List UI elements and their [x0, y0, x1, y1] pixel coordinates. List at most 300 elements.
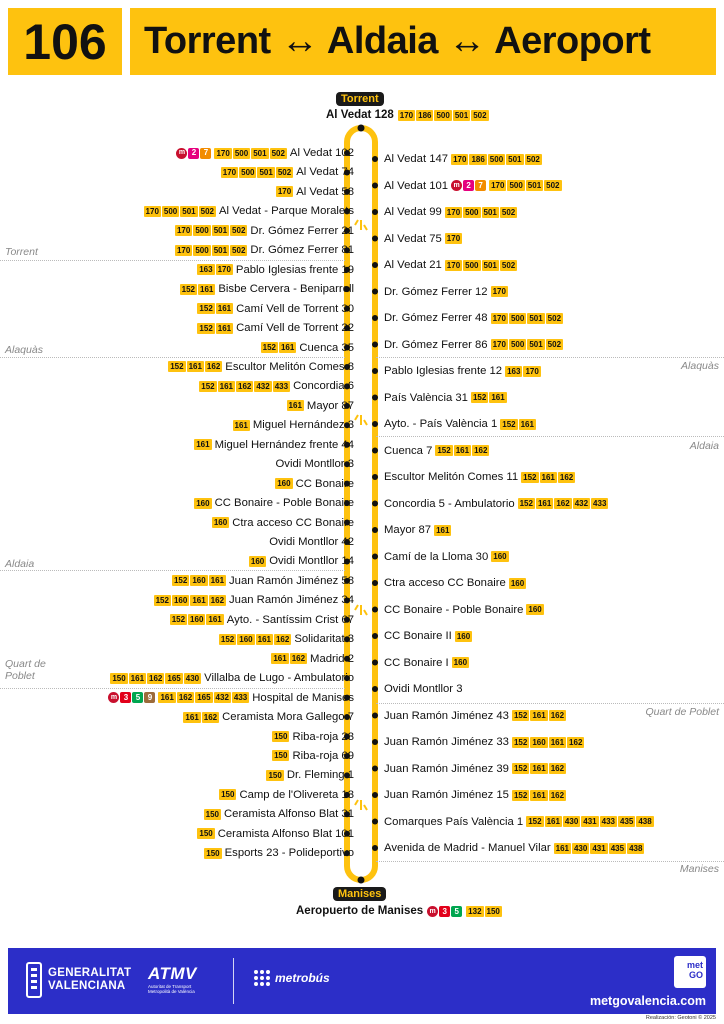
stop-right[interactable]: [384, 735, 584, 749]
stop-dot: [372, 580, 378, 586]
stop-left[interactable]: [271, 652, 354, 666]
stop-name: Ctra acceso CC Bonaire: [232, 516, 354, 529]
stop-left[interactable]: [204, 846, 354, 860]
stop-dot: [372, 845, 378, 851]
zone-divider: [376, 436, 724, 437]
line-badges: [204, 848, 221, 859]
line-badge: 162: [206, 362, 221, 372]
stop-right[interactable]: [384, 258, 517, 272]
stop-name: Juan Ramón Jiménez 58: [229, 574, 354, 587]
line-badges: [197, 323, 233, 334]
stop-right[interactable]: [384, 444, 489, 458]
stop-right[interactable]: [384, 762, 566, 776]
line-badge: 152: [519, 499, 533, 508]
line-badge: 160: [493, 552, 507, 561]
line-badge: 162: [149, 673, 163, 683]
stop-left[interactable]: [194, 438, 354, 452]
line-badges: [219, 789, 236, 800]
stop-name: Juan Ramón Jiménez 15: [384, 789, 509, 801]
line-badge: 152: [513, 711, 528, 720]
line-badge: 170: [492, 313, 506, 323]
line-badge: 162: [474, 446, 488, 455]
stop-name: CC Bonaire: [295, 477, 354, 490]
terminal-end-pill: Manises: [333, 887, 386, 901]
metro-line-badge: 3: [120, 692, 131, 703]
line-badge: 163: [199, 265, 213, 275]
line-badge: 162: [569, 737, 583, 747]
line-badge: 152: [502, 419, 516, 429]
stop-name: Concordia 5 - Ambulatorio: [384, 497, 515, 510]
stop-left[interactable]: [219, 788, 354, 802]
line-badge: 152: [513, 790, 528, 800]
stop-right[interactable]: [384, 497, 608, 511]
line-badges: [197, 828, 214, 839]
stop-dot: [372, 474, 378, 480]
line-badge: 161: [219, 381, 233, 391]
line-badge: 502: [501, 260, 516, 270]
line-badges: [144, 206, 216, 217]
stop-name: Ctra acceso CC Bonaire: [384, 577, 506, 589]
line-badge: 501: [508, 154, 522, 164]
line-badge: 501: [213, 245, 228, 255]
stop-name: Ovidi Montllor 3: [384, 683, 463, 695]
line-badge: 500: [509, 181, 523, 190]
line-badges: [194, 498, 211, 509]
line-badge: 431: [592, 843, 606, 853]
stop-dot: [372, 448, 378, 454]
line-badge: 161: [217, 304, 232, 314]
line-badge: 162: [210, 595, 225, 605]
line-badges: [445, 233, 462, 244]
line-badge: 160: [532, 737, 546, 747]
stop-left[interactable]: [108, 691, 354, 705]
atmv-subtitle: Autoritat de Transport Metropolità de València: [148, 984, 195, 994]
atmv-name: ATMV: [148, 964, 197, 983]
line-badges: [491, 339, 563, 350]
stop-right[interactable]: [384, 364, 541, 378]
stop-name: CC Bonaire II: [384, 630, 452, 642]
line-badge: 161: [210, 576, 225, 586]
line-badges: [199, 381, 290, 392]
line-badge: 170: [492, 287, 506, 296]
line-badge: 165: [197, 693, 211, 703]
metgo-url[interactable]: metgovalencia.com: [589, 994, 706, 1008]
line-badge: 152: [262, 343, 276, 352]
zone-divider: [0, 260, 345, 261]
line-badges: [170, 614, 224, 625]
line-badge: 161: [546, 817, 560, 826]
stop-dot: [372, 342, 378, 348]
stop-left[interactable]: [276, 457, 354, 471]
line-badge: 431: [583, 817, 597, 826]
stop-left[interactable]: [266, 768, 354, 782]
line-badge: 433: [274, 381, 289, 391]
line-badge: 502: [526, 154, 540, 164]
stop-dot: [372, 554, 378, 560]
direction-arrow-icon: [355, 800, 367, 810]
terminal-end-stop: [296, 905, 502, 917]
stop-right[interactable]: [384, 338, 563, 352]
stop-right[interactable]: [384, 179, 562, 193]
zone-divider: [0, 688, 345, 689]
stop-left[interactable]: [287, 399, 354, 413]
line-badge: 161: [491, 393, 505, 402]
stop-left[interactable]: [170, 613, 354, 627]
line-badge: 500: [195, 226, 209, 236]
line-badge: 160: [239, 634, 253, 644]
stop-name: Concordia 6: [293, 380, 354, 393]
line-badge: 161: [185, 712, 199, 722]
line-badge: 502: [232, 226, 246, 236]
stop-right[interactable]: [384, 205, 517, 219]
line-badge: 161: [520, 419, 534, 429]
line-badges: [276, 186, 293, 197]
zone-label-right: Manises: [679, 863, 719, 875]
line-badge: 186: [418, 110, 432, 120]
metro-line-badge: 5: [132, 692, 143, 703]
line-badge: 170: [446, 260, 461, 270]
stop-right[interactable]: [384, 788, 566, 802]
stop-left[interactable]: [269, 535, 354, 549]
stop-right[interactable]: [384, 311, 563, 325]
stop-right[interactable]: [384, 417, 536, 431]
zone-label-right: Alaquàs: [681, 360, 719, 372]
stop-right[interactable]: [384, 576, 526, 590]
stop-right[interactable]: [384, 629, 472, 643]
stop-left[interactable]: [199, 379, 354, 393]
line-badge: 160: [250, 556, 265, 566]
terminal-start-name: Al Vedat 128: [326, 109, 394, 121]
line-badge: 160: [196, 498, 210, 508]
line-badges: [445, 260, 517, 271]
metro-line-badge: 2: [463, 180, 474, 191]
line-badge: 162: [275, 634, 290, 644]
stop-left[interactable]: [212, 516, 354, 530]
metro-line-badge: 5: [451, 906, 462, 917]
stop-name: Dr. Gómez Ferrer 86: [384, 338, 488, 351]
stop-name: Mayor 87: [384, 524, 432, 536]
line-badges: [445, 207, 517, 218]
metrobus-name: metrobús: [275, 971, 330, 985]
line-badge: 132: [468, 906, 482, 916]
terminal-end-name: Aeropuerto de Manises: [296, 905, 424, 917]
stop-name: Miguel Hernández frente 44: [214, 438, 354, 451]
stop-right[interactable]: [384, 470, 575, 484]
line-badge: 433: [601, 817, 615, 826]
line-badges: [512, 737, 584, 748]
line-badges: [249, 556, 266, 567]
stop-left[interactable]: [154, 593, 354, 607]
line-badge: 161: [200, 284, 214, 294]
line-badges: [489, 180, 561, 191]
line-badge: 150: [268, 770, 282, 780]
line-badge: 160: [190, 615, 204, 625]
line-badge: 170: [222, 167, 237, 177]
metro-badges: [451, 180, 486, 191]
stop-left[interactable]: [221, 165, 354, 179]
line-badge: 161: [455, 446, 470, 455]
stop-left[interactable]: [175, 224, 354, 238]
line-badges: [272, 731, 289, 742]
stop-left[interactable]: [168, 360, 354, 374]
line-badge: 150: [199, 829, 213, 839]
zone-divider: [0, 357, 345, 358]
line-badge: 502: [200, 206, 214, 216]
stop-right[interactable]: [384, 550, 509, 564]
line-badge: 152: [472, 393, 487, 402]
stop-name: Madrid 2: [310, 652, 354, 665]
line-badge: 150: [486, 906, 500, 916]
line-badge: 170: [453, 154, 467, 164]
line-badge: 502: [547, 313, 562, 323]
stop-dot: [372, 395, 378, 401]
line-badge: 152: [513, 737, 528, 747]
stop-right[interactable]: [384, 815, 654, 829]
stop-name: Camí Vell de Torrent 22: [236, 322, 354, 335]
terminal-dot: [358, 125, 365, 132]
stop-left[interactable]: [110, 671, 354, 685]
stop-left[interactable]: [144, 204, 354, 218]
line-badge: 161: [188, 362, 202, 372]
line-badge: 501: [527, 181, 542, 190]
stop-name: Ceramista Mora Gallego 7: [222, 711, 354, 724]
line-badge: 502: [271, 148, 285, 158]
line-badge: 152: [437, 446, 451, 455]
line-badge: 162: [203, 712, 218, 722]
stop-right[interactable]: [384, 682, 462, 696]
stop-left[interactable]: [180, 282, 354, 296]
stop-name: Escultor Melitón Comes 11: [384, 471, 519, 483]
stop-left[interactable]: [175, 243, 354, 257]
stop-right[interactable]: [384, 523, 451, 537]
stop-right[interactable]: [384, 285, 508, 299]
stop-left[interactable]: [197, 321, 354, 335]
stop-left[interactable]: [249, 554, 354, 568]
stop-name: Pablo Iglesias frente 19: [235, 263, 354, 276]
stop-dot: [372, 792, 378, 798]
line-badge: 161: [436, 525, 450, 535]
line-badges: [272, 750, 289, 761]
line-badges: [491, 551, 508, 562]
stop-left[interactable]: [197, 263, 354, 277]
direction-arrow-icon: [355, 415, 367, 425]
stop-left[interactable]: [204, 807, 354, 821]
line-badges: [505, 366, 541, 377]
stop-name: Comarques País València 1: [384, 815, 524, 828]
stop-name: Riba-roja 69: [292, 749, 354, 762]
stop-dot: [372, 315, 378, 321]
stop-name: Al Vedat 75: [384, 232, 442, 245]
line-badge: 152: [199, 304, 213, 314]
stop-name: Escultor Melitón Comes 8: [225, 360, 354, 373]
line-badge: 161: [196, 440, 210, 450]
line-badge: 150: [112, 673, 126, 683]
stop-left[interactable]: [219, 632, 354, 646]
stop-name: Ayto. - Santíssim Crist 67: [226, 613, 354, 626]
generalitat-emblem-icon: [26, 962, 42, 998]
stop-name: Camp de l'Olivereta 13: [239, 788, 354, 801]
stop-name: Al Vedat 102: [289, 147, 354, 159]
stop-left[interactable]: [272, 749, 354, 763]
stop-right[interactable]: [384, 841, 644, 855]
stop-name: País València 31: [384, 391, 468, 404]
stop-name: Mayor 87: [306, 399, 354, 412]
line-badge: 162: [178, 693, 193, 703]
line-badge: 152: [523, 472, 537, 482]
line-badge: 161: [234, 420, 248, 430]
line-badge: 500: [436, 110, 450, 120]
line-badges: [287, 400, 304, 411]
stop-left[interactable]: [197, 827, 354, 841]
line-badge: 161: [532, 711, 546, 720]
gv-line1: GENERALITAT: [48, 967, 132, 979]
metro-line-badge: 2: [188, 148, 199, 159]
line-badge: 432: [215, 693, 229, 703]
stop-left[interactable]: [183, 710, 354, 724]
line-badge: 170: [176, 245, 191, 255]
line-badge: 432: [256, 381, 270, 391]
stop-name: Solidaritat 3: [294, 633, 354, 646]
line-badges: [266, 770, 283, 781]
stop-name: Pablo Iglesias frente 12: [384, 365, 503, 377]
line-badge: 435: [610, 843, 625, 853]
stop-left[interactable]: [233, 418, 354, 432]
stop-left[interactable]: [272, 730, 354, 744]
stop-name: Villalba de Lugo - Ambulatorio: [204, 672, 354, 685]
line-badge: 152: [155, 595, 169, 605]
terminal-end-lines: [466, 906, 502, 917]
line-badge: 150: [206, 848, 220, 858]
stop-left[interactable]: [275, 477, 354, 491]
line-badges: [455, 631, 472, 642]
zone-label-left: Aldaia: [5, 558, 35, 570]
metro-line-badge: 7: [475, 180, 486, 191]
stop-name: Camí de la Lloma 30: [384, 550, 489, 563]
atmv-logo: [148, 964, 208, 994]
line-badges: [500, 419, 536, 430]
metgo-line1: met: [686, 960, 703, 970]
zone-divider: [0, 570, 345, 571]
line-badges: [183, 712, 219, 723]
stop-name: CC Bonaire - Poble Bonaire: [384, 603, 524, 616]
line-badge: 161: [555, 843, 569, 853]
zone-label-left: Quart de Poblet: [5, 658, 46, 682]
stop-right[interactable]: [384, 656, 469, 670]
metro-line-badge: 7: [200, 148, 211, 159]
stop-name: Dr. Gómez Ferrer 12: [384, 285, 488, 298]
stop-left[interactable]: [276, 185, 354, 199]
stop-dot: [372, 633, 378, 639]
line-badge: 435: [620, 817, 634, 826]
stop-name: Dr. Gómez Ferrer 48: [384, 312, 488, 324]
line-badges: [219, 634, 291, 645]
line-badge: 161: [192, 595, 206, 605]
metgo-logo: [674, 956, 706, 988]
line-badge: 150: [221, 790, 235, 800]
line-badge: 430: [573, 843, 588, 853]
zone-label-right: Aldaia: [689, 440, 719, 452]
stop-left[interactable]: [197, 302, 354, 316]
stop-name: Bisbe Cervera - Beniparrell: [218, 283, 354, 296]
line-badges: [158, 692, 249, 703]
route-number: 106: [8, 8, 122, 75]
stop-right[interactable]: [384, 603, 544, 617]
line-badge: 170: [277, 187, 292, 197]
stop-dot: [372, 368, 378, 374]
line-badge: 500: [465, 260, 479, 270]
line-badge: 152: [513, 764, 528, 773]
stop-name: Esports 23 - Polideportivo: [224, 847, 354, 860]
line-badge: 501: [259, 167, 273, 177]
stop-left[interactable]: [261, 341, 354, 355]
stop-name: Miguel Hernández 3: [252, 419, 354, 432]
stop-left[interactable]: [176, 146, 354, 160]
stop-name: Cuenca 35: [299, 341, 354, 354]
stop-name: Juan Ramón Jiménez 43: [384, 709, 509, 722]
line-badge: 502: [547, 340, 562, 349]
stop-right[interactable]: [384, 709, 566, 723]
line-badge: 165: [167, 673, 181, 683]
route-title: Torrent ↔ Aldaia ↔ Aeroport: [130, 8, 716, 75]
stop-name: Cuenca 7: [384, 444, 433, 457]
line-badge: 152: [199, 323, 213, 333]
line-badges: [221, 167, 293, 178]
line-badge: 170: [491, 181, 505, 190]
stop-left[interactable]: [172, 574, 354, 588]
stop-dot: [372, 660, 378, 666]
line-badge: 162: [550, 790, 565, 800]
credit: Realización: Geotoni © 2025: [645, 1015, 716, 1021]
line-badges: [512, 710, 566, 721]
line-badges: [175, 225, 247, 236]
line-badge: 500: [465, 207, 479, 217]
line-badges: [194, 439, 211, 450]
stop-right[interactable]: [384, 232, 462, 246]
metrobus-logo: [254, 970, 330, 986]
line-badge: 161: [550, 737, 565, 747]
stop-right[interactable]: [384, 152, 542, 166]
line-badge: 160: [456, 631, 471, 641]
line-badge: 152: [171, 615, 186, 625]
line-badge: 152: [201, 381, 215, 391]
line-badge: 161: [532, 764, 546, 773]
line-badges: [512, 790, 566, 801]
stop-name: Riba-roja 23: [292, 730, 354, 743]
stop-name: Al Vedat 21: [384, 259, 442, 271]
stop-right[interactable]: [384, 391, 507, 405]
line-badge: 162: [291, 654, 306, 664]
stop-dot: [372, 421, 378, 427]
stop-left[interactable]: [194, 496, 354, 510]
line-badge: 501: [253, 148, 267, 158]
gv-line2: VALENCIANA: [48, 980, 126, 992]
line-badge: 162: [238, 381, 252, 391]
line-badges: [526, 816, 654, 827]
line-badges: [168, 361, 222, 372]
stop-name: Juan Ramón Jiménez 33: [384, 736, 509, 748]
metro-badges: [176, 148, 211, 159]
line-badges: [452, 657, 469, 668]
line-badge: 152: [173, 576, 188, 586]
line-badge: 170: [399, 110, 414, 120]
zone-divider: [376, 357, 724, 358]
line-badge: 160: [510, 578, 525, 588]
stop-name: Al Vedat 147: [384, 153, 449, 165]
stop-dot: [372, 236, 378, 242]
stop-name: Ovidi Montllor 14: [269, 555, 354, 568]
line-badges: [491, 313, 563, 324]
line-badge: 501: [529, 340, 543, 349]
